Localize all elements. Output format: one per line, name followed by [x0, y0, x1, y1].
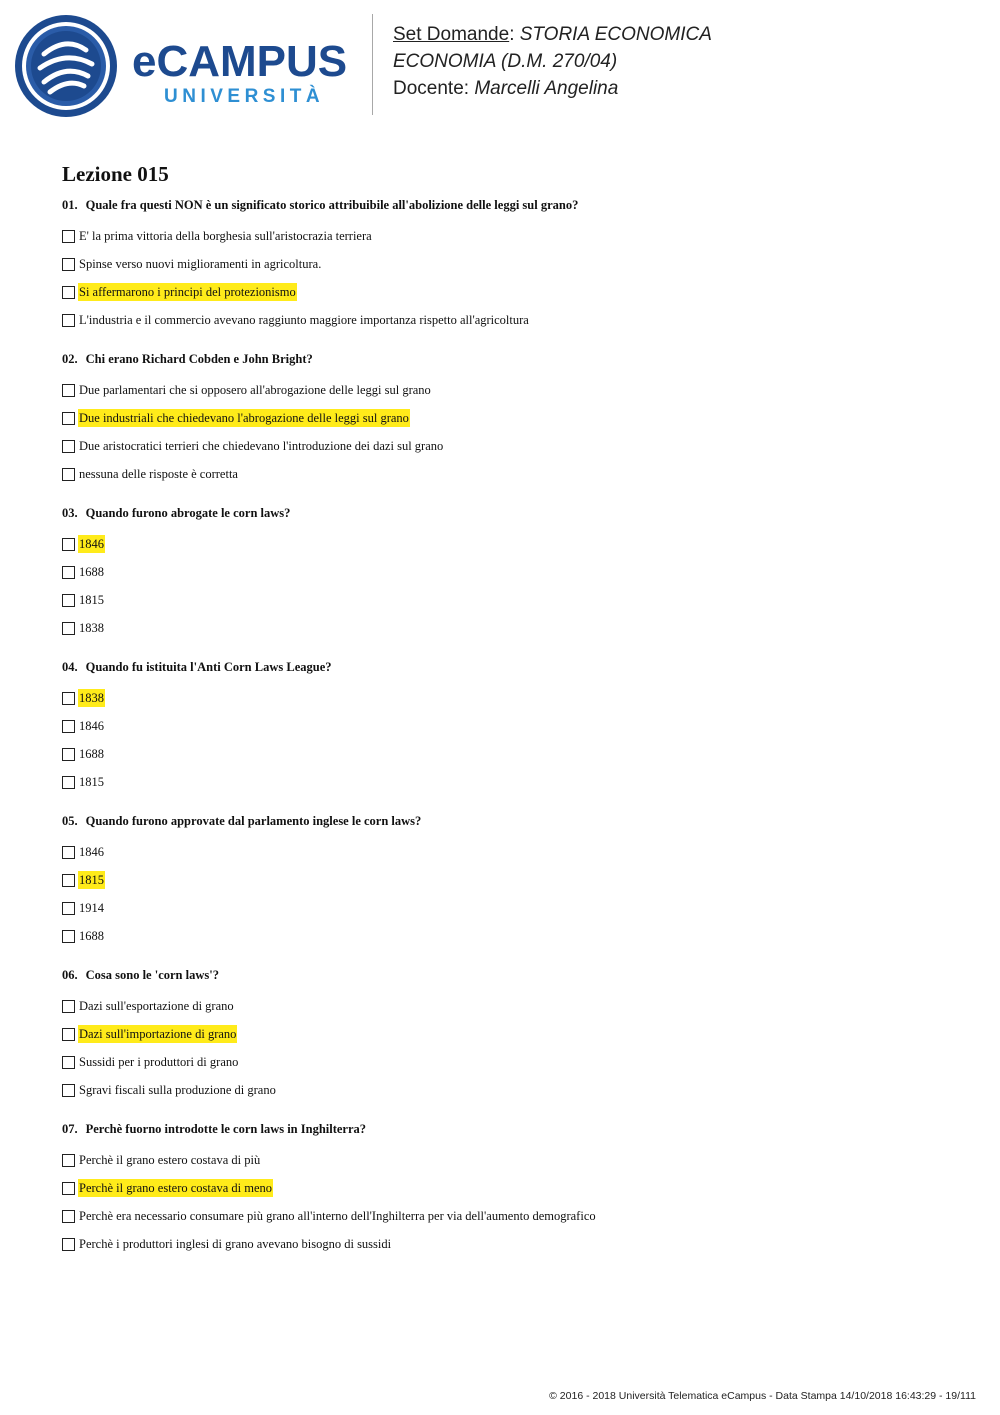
answer-checkbox[interactable] [62, 468, 75, 481]
answer-checkbox[interactable] [62, 1000, 75, 1013]
answer-label: Sgravi fiscali sulla produzione di grano [79, 1083, 276, 1097]
teacher-line [393, 75, 993, 102]
question-label: Quando furono approvate dal parlamento inglese le corn laws? [85, 814, 422, 828]
header-divider [372, 14, 373, 115]
question-label: Quando fu istituita l'Anti Corn Laws League? [85, 660, 332, 674]
brand [132, 37, 348, 108]
answer-option[interactable] [62, 838, 962, 866]
answer-option[interactable] [62, 460, 962, 488]
teacher-label: Docente: [393, 78, 475, 99]
answer-label: Perchè i produttori inglesi di grano avevano bisogno di sussidi [79, 1237, 392, 1251]
question-text [62, 350, 962, 368]
question-text [62, 504, 962, 522]
answer-label: E' la prima vittoria della borghesia sull'aristocrazia terriera [79, 229, 372, 243]
answer-checkbox[interactable] [62, 286, 75, 299]
question-1 [62, 196, 962, 334]
answer-label: 1688 [79, 747, 104, 761]
answer-checkbox[interactable] [62, 538, 75, 551]
question-text [62, 812, 962, 830]
answer-label: Sussidi per i produttori di grano [79, 1055, 239, 1069]
answer-checkbox[interactable] [62, 566, 75, 579]
answer-option[interactable] [62, 614, 962, 642]
answer-label: 1688 [79, 929, 104, 943]
brand-name: eCAMPUS [132, 37, 348, 86]
set-label: Set Domande [393, 24, 510, 45]
question-number: 02. [62, 352, 78, 366]
answer-checkbox[interactable] [62, 930, 75, 943]
question-number: 03. [62, 506, 78, 520]
question-4 [62, 658, 962, 796]
answer-label: 1838 [79, 621, 104, 635]
set-colon: : [509, 24, 520, 45]
answer-label: 1846 [79, 845, 104, 859]
question-3 [62, 504, 962, 642]
correct-answer-label: 1838 [79, 691, 104, 705]
answer-label: 1914 [79, 901, 104, 915]
answer-option[interactable] [62, 1076, 962, 1104]
answer-checkbox[interactable] [62, 846, 75, 859]
answer-checkbox[interactable] [62, 1182, 75, 1195]
answer-label: nessuna delle risposte è corretta [79, 467, 238, 481]
answer-checkbox[interactable] [62, 1238, 75, 1251]
correct-answer-label: Dazi sull'importazione di grano [79, 1027, 237, 1041]
brand-subtitle: UNIVERSITÀ [164, 86, 325, 107]
answer-checkbox[interactable] [62, 622, 75, 635]
course-line-2: ECONOMIA (D.M. 270/04) [393, 51, 618, 72]
answer-checkbox[interactable] [62, 440, 75, 453]
answer-checkbox[interactable] [62, 384, 75, 397]
answer-option[interactable] [62, 768, 962, 796]
correct-answer-label: Due industriali che chiedevano l'abrogazione delle leggi sul grano [79, 411, 409, 425]
correct-answer-label: Si affermarono i principi del protezionismo [79, 285, 296, 299]
answer-label: Due parlamentari che si opposero all'abrogazione delle leggi sul grano [79, 383, 431, 397]
answer-option[interactable] [62, 278, 962, 306]
answer-option[interactable] [62, 1020, 962, 1048]
correct-answer-label: 1815 [79, 873, 104, 887]
question-label: Quando furono abrogate le corn laws? [85, 506, 291, 520]
answer-option[interactable] [62, 306, 962, 334]
answer-option[interactable] [62, 530, 962, 558]
answer-option[interactable] [62, 1146, 962, 1174]
answer-label: 1846 [79, 719, 104, 733]
answer-label: Dazi sull'esportazione di grano [79, 999, 234, 1013]
answer-checkbox[interactable] [62, 594, 75, 607]
answer-checkbox[interactable] [62, 230, 75, 243]
question-number: 01. [62, 198, 78, 212]
answer-option[interactable] [62, 250, 962, 278]
question-number: 04. [62, 660, 78, 674]
answer-option[interactable] [62, 432, 962, 460]
answer-option[interactable] [62, 558, 962, 586]
answer-label: Due aristocratici terrieri che chiedevano l'introduzione dei dazi sul grano [79, 439, 444, 453]
answer-option[interactable] [62, 992, 962, 1020]
answer-checkbox[interactable] [62, 314, 75, 327]
answer-checkbox[interactable] [62, 412, 75, 425]
answer-label: L'industria e il commercio avevano raggiunto maggiore importanza rispetto all'agricoltura [79, 313, 529, 327]
answer-option[interactable] [62, 404, 962, 432]
answer-checkbox[interactable] [62, 258, 75, 271]
correct-answer-label: 1846 [79, 537, 104, 551]
answer-checkbox[interactable] [62, 1154, 75, 1167]
answer-option[interactable] [62, 1048, 962, 1076]
answer-option[interactable] [62, 586, 962, 614]
answer-checkbox[interactable] [62, 902, 75, 915]
answer-option[interactable] [62, 922, 962, 950]
answer-checkbox[interactable] [62, 720, 75, 733]
lesson-title: Lezione 015 [62, 162, 169, 186]
answer-label: Perchè il grano estero costava di più [79, 1153, 261, 1167]
answer-checkbox[interactable] [62, 1210, 75, 1223]
answer-option[interactable] [62, 376, 962, 404]
page-footer: © 2016 - 2018 Università Telematica eCampus - Data Stampa 14/10/2018 16:43:29 - 19/111 [549, 1390, 976, 1402]
answer-option[interactable] [62, 1174, 962, 1202]
question-label: Quale fra questi NON è un significato storico attribuibile all'abolizione delle leggi sul grano? [85, 198, 579, 212]
answer-label: Perchè era necessario consumare più grano all'interno dell'Inghilterra per via dell'aumento demografico [79, 1209, 596, 1223]
set-line [393, 21, 993, 48]
question-number: 06. [62, 968, 78, 982]
question-number: 05. [62, 814, 78, 828]
answer-checkbox[interactable] [62, 776, 75, 789]
answer-checkbox[interactable] [62, 1084, 75, 1097]
header-info [393, 21, 993, 102]
question-label: Chi erano Richard Cobden e John Bright? [85, 352, 313, 366]
answer-checkbox[interactable] [62, 1028, 75, 1041]
question-text [62, 1120, 962, 1138]
question-number: 07. [62, 1122, 78, 1136]
question-5 [62, 812, 962, 950]
answer-option[interactable] [62, 866, 962, 894]
teacher-name: Marcelli Angelina [474, 78, 619, 99]
answer-option[interactable] [62, 712, 962, 740]
answer-option[interactable] [62, 684, 962, 712]
answer-checkbox[interactable] [62, 748, 75, 761]
answer-checkbox[interactable] [62, 874, 75, 887]
answer-option[interactable] [62, 1202, 962, 1230]
question-text [62, 658, 962, 676]
question-list [62, 196, 962, 1274]
question-7 [62, 1120, 962, 1258]
question-text [62, 966, 962, 984]
answer-label: 1688 [79, 565, 104, 579]
answer-option[interactable] [62, 740, 962, 768]
ecampus-logo-icon [14, 14, 118, 118]
question-label: Cosa sono le 'corn laws'? [85, 968, 219, 982]
question-2 [62, 350, 962, 488]
answer-option[interactable] [62, 1230, 962, 1258]
answer-checkbox[interactable] [62, 1056, 75, 1069]
question-text [62, 196, 962, 214]
question-label: Perchè fuorno introdotte le corn laws in Inghilterra? [85, 1122, 367, 1136]
correct-answer-label: Perchè il grano estero costava di meno [79, 1181, 272, 1195]
course-name: STORIA ECONOMICA [519, 24, 712, 45]
question-6 [62, 966, 962, 1104]
answer-label: 1815 [79, 775, 104, 789]
answer-option[interactable] [62, 222, 962, 250]
answer-label: Spinse verso nuovi miglioramenti in agricoltura. [79, 257, 322, 271]
answer-checkbox[interactable] [62, 692, 75, 705]
answer-option[interactable] [62, 894, 962, 922]
answer-label: 1815 [79, 593, 104, 607]
